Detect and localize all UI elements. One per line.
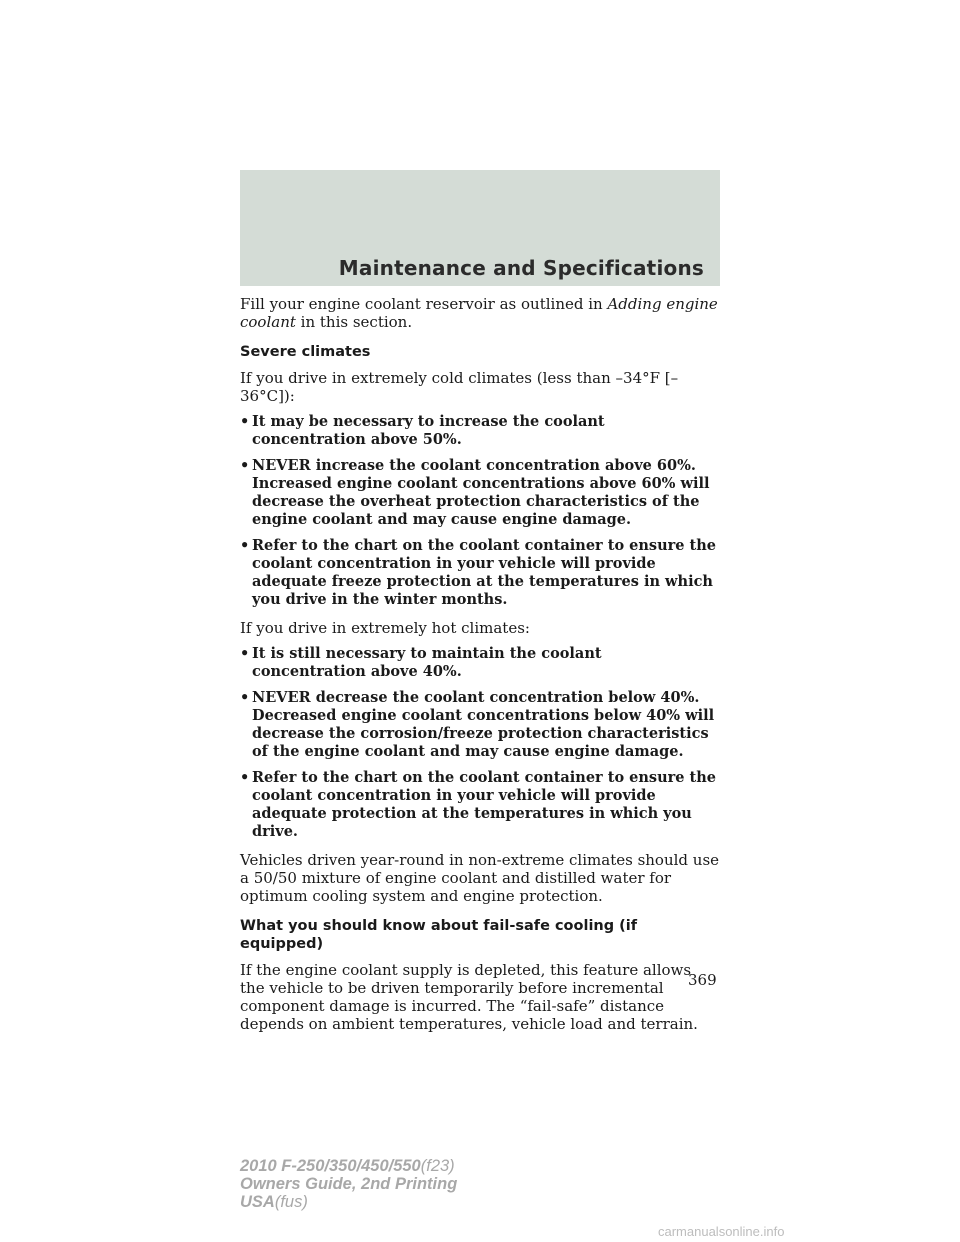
- hot-climate-list: [240, 645, 720, 841]
- list-item: • NEVER decrease the coolant concentration below 40%. Decreased engine coolant concentrations below 40% will decrease the corrosion/freeze protection characteristics of the engine coolant and may cause engine damage.: [240, 689, 715, 760]
- bullet-icon: •: [240, 645, 250, 662]
- document-footer: [240, 1157, 457, 1211]
- footer-line-model: 2010 F-250/350/450/550(f23): [240, 1157, 455, 1175]
- bullet-icon: •: [240, 457, 250, 474]
- intro-paragraph: [240, 295, 720, 331]
- footer-line-printing: Owners Guide, 2nd Printing: [240, 1175, 458, 1193]
- year-round-paragraph: Vehicles driven year-round in non-extreme climates should use a 50/50 mixture of engine coolant and distilled water for optimum cooling system and engine protection.: [240, 851, 720, 905]
- fail-safe-heading: What you should know about fail-safe cooling (if equipped): [240, 918, 638, 952]
- list-item: • It may be necessary to increase the coolant concentration above 50%.: [240, 413, 605, 448]
- footer-line-region: USA(fus): [240, 1193, 308, 1211]
- bullet-icon: •: [240, 769, 250, 786]
- cold-climate-intro: If you drive in extremely cold climates (less than –34°F [–36°C]):: [240, 369, 679, 405]
- list-item: • It is still necessary to maintain the coolant concentration above 40%.: [240, 645, 602, 680]
- bullet-icon: •: [240, 537, 250, 554]
- intro-text-end: in this section.: [295, 313, 413, 331]
- intro-text: Fill your engine coolant reservoir as outlined in: [240, 295, 608, 313]
- bullet-icon: •: [240, 413, 250, 430]
- page-content: [240, 295, 720, 1045]
- list-item: • NEVER increase the coolant concentration above 60%. Increased engine coolant concentrations above 60% will decrease the overheat protection characteristics of the engine coolant and may cause engine damage.: [240, 457, 710, 528]
- adding-coolant-reference: Adding engine coolant: [240, 295, 718, 331]
- section-title: Maintenance and Specifications: [338, 256, 704, 280]
- page-number: 369: [688, 971, 717, 989]
- watermark: carmanualsonline.info: [658, 1224, 785, 1239]
- section-header-band: [240, 170, 720, 286]
- bullet-icon: •: [240, 689, 250, 706]
- fail-safe-paragraph: If the engine coolant supply is depleted, this feature allows the vehicle to be driven temporarily before incremental component damage is incurred. The “fail-safe” distance depends on ambient temperatures, vehicle load and terrain.: [240, 961, 698, 1033]
- list-item: • Refer to the chart on the coolant container to ensure the coolant concentration in your vehicle will provide adequate protection at the temperatures in which you drive.: [240, 769, 717, 840]
- hot-climate-intro: If you drive in extremely hot climates:: [240, 619, 530, 637]
- cold-climate-list: [240, 413, 720, 609]
- severe-climates-heading: Severe climates: [240, 344, 371, 360]
- list-item: • Refer to the chart on the coolant container to ensure the coolant concentration in your vehicle will provide adequate freeze protection at the temperatures in which you drive in the winter months.: [240, 537, 717, 608]
